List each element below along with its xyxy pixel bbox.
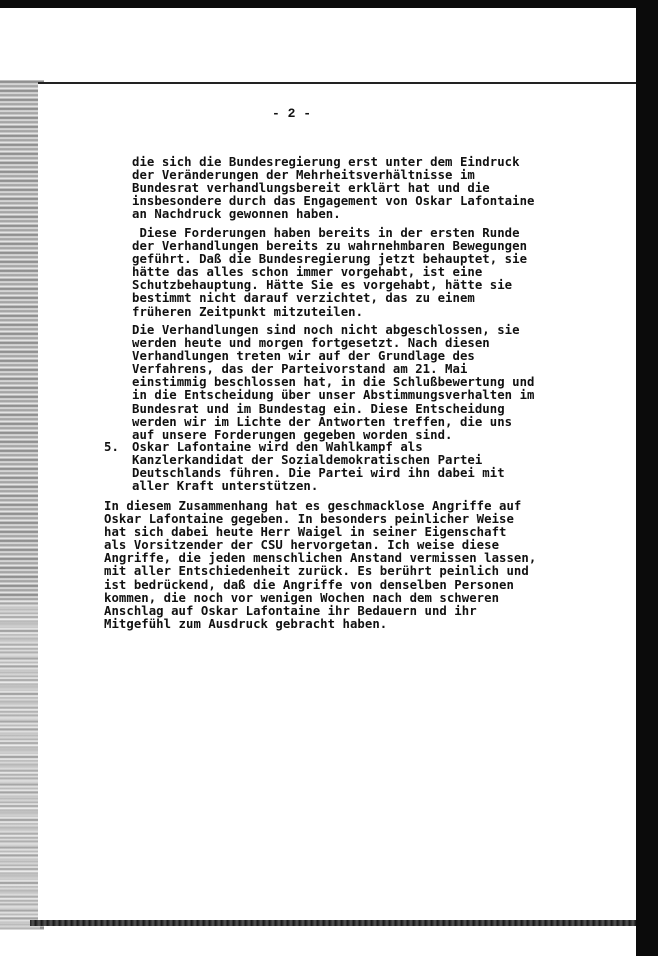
scan-right-border <box>636 0 658 956</box>
paragraph-attacks: In diesem Zusammenhang hat es geschmacklose Angriffe auf Oskar Lafontaine gegeben. In besonders peinlicher Weise hat sich dabei heute Herr Waigel in seiner Eigenschaft als Vorsitzender der CSU hervorgetan. Ich weise diese Angriffe, die jeden menschlichen Anstand vermissen lassen, mit aller Entschiedenheit zurück. Es berührt peinlich und ist bedrückend, daß die Angriffe von denselben Personen kommen, die noch vor wenigen Wochen nach dem schweren Anschlag auf Oskar Lafontaine ihr Bedauern und ihr Mitgefühl zum Ausdruck gebracht haben. <box>104 499 537 631</box>
scan-left-speckle <box>0 600 40 930</box>
paragraph-demands: Diese Forderungen haben bereits in der ersten Runde der Verhandlungen bereits zu wahrnehmbaren Bewegungen geführt. Daß die Bundesregierung jetzt behauptet, sie hätte das alles schon immer vorgehabt, ist eine Schutzbehauptung. Hätte Sie es vorgehabt, hätte sie bestimmt nicht darauf verzichtet, das zu einem früheren Zeitpunkt mitzuteilen. <box>132 226 528 319</box>
list-item-text: Oskar Lafontaine wird den Wahlkampf als Kanzlerkandidat der Sozialdemokratischen Partei Deutschlands führen. Die Partei wird ihn dabei mit aller Kraft unterstützen. <box>132 440 505 494</box>
list-item-number: 5. <box>104 440 119 454</box>
paragraph-continuation: die sich die Bundesregierung erst unter dem Eindruck der Veränderungen der Mehrheitsverhältnisse im Bundesrat verhandlungsbereit erklärt hat und die insbesondere durch das Engagement von Oskar Lafontaine an Nachdruck gewonnen haben. <box>132 155 535 222</box>
page-number: - 2 - <box>272 106 312 121</box>
scan-bottom-border <box>30 920 640 926</box>
paragraph-negotiations: Die Verhandlungen sind noch nicht abgeschlossen, sie werden heute und morgen fortgesetzt. Nach diesen Verhandlungen treten wir auf der Grundlage des Verfahrens, das der Parteivorstand am 21. Mai einstimmig beschlossen hat, in die Schlußbewertung und in die Entscheidung über unser Abstimmungsverhalten im Bundesrat und im Bundestag ein. Diese Entscheidung werden wir im Lichte der Antworten treffen, die uns auf unsere Forderungen gegeben worden sind. <box>132 323 535 442</box>
scan-top-border <box>0 0 658 8</box>
